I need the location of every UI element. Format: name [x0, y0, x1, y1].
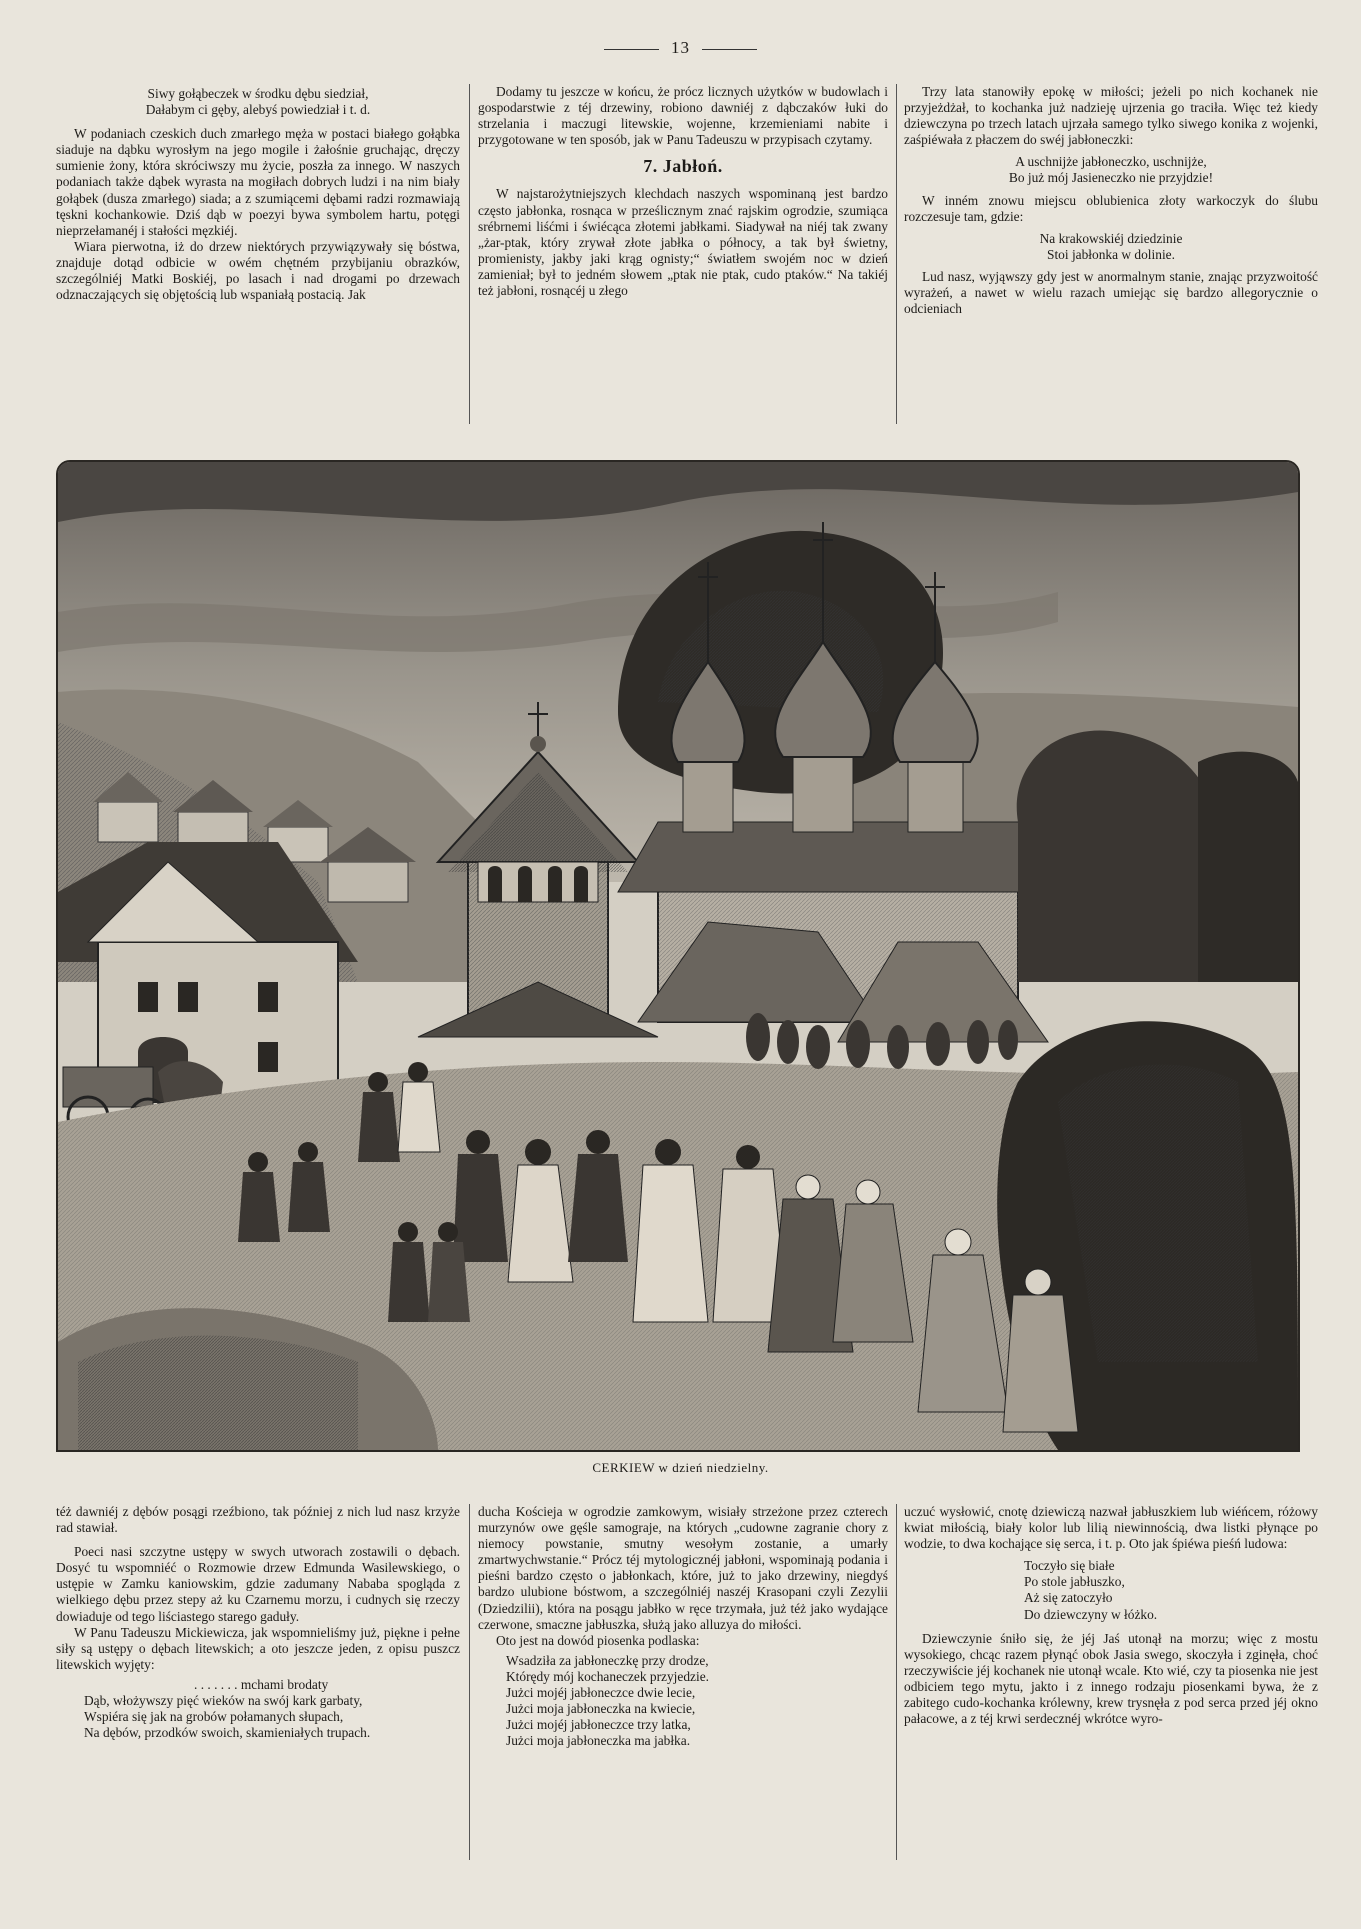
- tree: [1198, 752, 1298, 982]
- illustration-caption: CERKIEW w dzień niedzielny.: [592, 1460, 769, 1475]
- paragraph: W Panu Tadeuszu Mickiewicza, jak wspomnieliśmy już, piękne i pełne siły są ustępy o dębach litewskich; a oto jeszcze jeden, z opisu puszcz litewskich wyjęty:: [56, 1624, 460, 1672]
- paragraph: Dodamy tu jeszcze w końcu, że prócz licznych użytków w budowlach i gospodarstwie z téj drzewiny, robiono dawniéj z dąbczaków łuki do strzelania i maczugi litewskie, wojenne, krzemieniami nabite i przygotowane w ten sposób, jak w Panu Tadeuszu w przypisach czytamy.: [478, 84, 888, 148]
- verse-line: Dałabym ci gęby, alebyś powiedział i t. d.: [145, 102, 371, 118]
- verse-line: Wsadziła za jabłoneczkę przy drodze,: [506, 1652, 709, 1668]
- verse-line: Wspiéra się jak na grobów połamanych słupach,: [84, 1709, 344, 1725]
- paragraph: Wiara pierwotna, iż do drzew niektórych przywiązywały się bóstwa, znajduje dotąd odbicie w owém chętném przybijaniu obrazków, szczególniéj Matki Boskiéj, po lasach i nad drogami po drzewach odznaczających się objętością lub wspaniałą postacią. Jak: [56, 238, 460, 303]
- paragraph: W najstarożytniejszych klechdach naszych wspominaną jest bardzo często jabłonka, rosnąca w prześlicznym znać rajskim ogrodzie, szumiąca srébrnemi liśćmi i świécąca złotemi jabłkami. Siadywał na niéj tak zwany „żar-ptak, który zrywał złote jabłka o północy, a tak był świetny, promienisty, jakby jaki krąg ognisty;“ światłem swojém noc w dzień zamieniał; był to jedném słowem „ptak nie ptak, cudo ptaków.“ Na takiéj też jabłoni, rosnącéj u złego: [478, 186, 888, 299]
- verse-line: Stoi jabłonka w dolinie.: [1047, 246, 1175, 262]
- column-divider: [469, 84, 470, 424]
- engraving-church-sunday: [56, 460, 1300, 1452]
- verse-line: Bo już mój Jasieneczko nie przyjdzie!: [1008, 170, 1214, 186]
- verse-krakowska: [904, 231, 1318, 263]
- verse-line: Jużci moja jabłoneczka ma jabłka.: [506, 1733, 691, 1749]
- top-column-3: [904, 84, 1318, 317]
- paragraph: W podaniach czeskich duch zmarłego męża w postaci białego gołąbka siaduje na dąbku wyrosłym na jego mogile i żałośnie gruchając, dręczy sumienie żony, która skróciwszy mu życie, poszła za innego. W naszych podaniach także dąbek wyrasta na mogiłach dobrych ludzi i na nim biały gołąbek (dusza zmarłego) siada; a z szumiącemi dębami radzi rozmawiają tęskni kochankowie. Dziś dąb w poezyi bywa symbolem hartu, potęgi nieprzełamanéj i stałości męzkiéj.: [56, 126, 460, 238]
- verse-line: . . . . . . . mchami brodaty: [194, 1676, 329, 1692]
- paragraph: W inném znowu miejscu oblubienica złoty warkoczyk do ślubu rozczesuje tam, gdzie:: [904, 192, 1318, 224]
- paragraph: Lud nasz, wyjąwszy gdy jest w anormalnym stanie, znając przyzwoitość wyrażeń, a nawet w wielu razach umiejąc się bardzo allegorycznie o odcieniach: [904, 268, 1318, 317]
- verse-line: Siwy gołąbeczek w środku dębu siedział,: [147, 86, 369, 101]
- verse-line: Na dębów, przodków swoich, skamieniałych trupach.: [84, 1725, 371, 1741]
- verse-line: Na krakowskiéj dziedzinie: [1039, 230, 1183, 246]
- verse-line: Dąb, włożywszy pięć wieków na swój kark garbaty,: [84, 1693, 363, 1709]
- paragraph: ducha Kościeja w ogrodzie zamkowym, wisiały strzeżone przez czterech murzynów owe gęśle samograje, na których „cudowne zagranie chory z niemocy powstanie, smutny wesołym zostanie, a umarły zmartwychwstanie.“ Prócz téj mytologicznéj jabłoni, wspominają podania i pieśni bardzo często o jabłonkach, które, już to jako drzewiny, niegdyś bardzo ulubione bóstwom, a szczególniéj naszéj Krasopani czyli Zezylii (Dziedzilii), która na posągu jabłko w ręce trzymała, już téż jako wydające czerwone, smaczne jabłuszka, służą jako alluzya do miłości.: [478, 1504, 888, 1632]
- paragraph: Dziewczynie śniło się, że jéj Jaś utonął na morzu; więc z mostu wysokiego, chcąc razem płynąć obok Jasia swego, skoczyła i zginęła, choć rzeczywiście jéj kochanek nie utonął wcale. Kto wié, czy ta piosenka nie jest odbiciem tego mytu, jakto i z innego rodzaju piosenkami bywa, że z zabitego cudo-kochanka królewny, krew trysnęła z pod serca przed jéj okno pałacowe, a z téj krwi serdecznéj wkrótce wyro-: [904, 1630, 1318, 1727]
- verse-line: Aż się zatoczyło: [1024, 1590, 1113, 1606]
- section-title: 7. Jabłoń.: [643, 156, 723, 177]
- verse-jablonko: [904, 154, 1318, 186]
- bottom-column-3: [904, 1504, 1318, 1727]
- paragraph: Poeci nasi szczytne ustępy w swych utworach zostawili o dębach. Dosyć tu wspomniéć o Rozmowie drzew Edmunda Wasilewskiego, o ustępie w Zamku kaniowskim, gdzie zadumany Nababa spogląda z wielkiego dębu przez stepy aż ku Czarnemu morzu, i cudnych się rzeczy dowiaduje od tego liściastego starego gaduły.: [56, 1544, 460, 1624]
- column-divider: [896, 1504, 897, 1860]
- verse-jabluszko: [1024, 1558, 1318, 1622]
- verse-line: Jużci moja jabłoneczka na kwiecie,: [506, 1701, 696, 1717]
- page-number: 13: [0, 38, 1361, 58]
- paragraph: Oto jest na dowód piosenka podlaska:: [496, 1632, 700, 1648]
- verse-line: Do dziewczyny w łóżko.: [1024, 1606, 1158, 1622]
- paragraph: uczuć wysłowić, cnotę dziewiczą nazwał jabłuszkiem lub wiéńcem, różowy kwiat miłością, biały kolor lub lilią niewinnością, dwa listki płynące po wodzie, to dwa kochające się serca, i t. p. Oto jak śpiéwa pieśń ludowa:: [904, 1504, 1318, 1552]
- verse-line: A uschnijże jabłoneczko, uschnijże,: [1015, 154, 1207, 170]
- paragraph: Trzy lata stanowiły epokę w miłości; jeżeli po nich kochanek nie przyjeżdżał, to kochanka już nadzieję ujrzenia go traciła. Więc też kiedy dziewczyna po trzech latach ujrzała samego tylko siwego konika z wojenki, zaśpiéwała z płaczem do swéj jabłoneczki:: [904, 84, 1318, 148]
- top-column-1: [56, 80, 460, 303]
- bottom-column-1: [56, 1504, 460, 1745]
- top-column-2: [478, 84, 888, 299]
- bottom-column-2: [478, 1504, 888, 1753]
- verse-line: Jużci mojéj jabłoneczce trzy latka,: [506, 1717, 691, 1733]
- verse-dove: [56, 86, 460, 118]
- tree: [1017, 730, 1218, 982]
- verse-line: Jużci mojéj jabłoneczce dwie lecie,: [506, 1685, 696, 1701]
- engraving-drawing: [58, 462, 1298, 1450]
- verse-line: Toczyło się białe: [1024, 1558, 1115, 1574]
- paragraph: téż dawniéj z dębów posągi rzeźbiono, tak później z nich lud nasz krzyże rad stawiał.: [56, 1504, 460, 1536]
- column-divider: [896, 84, 897, 424]
- verse-line: Którędy mój kochaneczek przyjedzie.: [506, 1668, 709, 1684]
- column-divider: [469, 1504, 470, 1860]
- verse-oak: [84, 1677, 460, 1741]
- verse-podlaska: [506, 1653, 888, 1750]
- verse-line: Po stole jabłuszko,: [1024, 1574, 1125, 1590]
